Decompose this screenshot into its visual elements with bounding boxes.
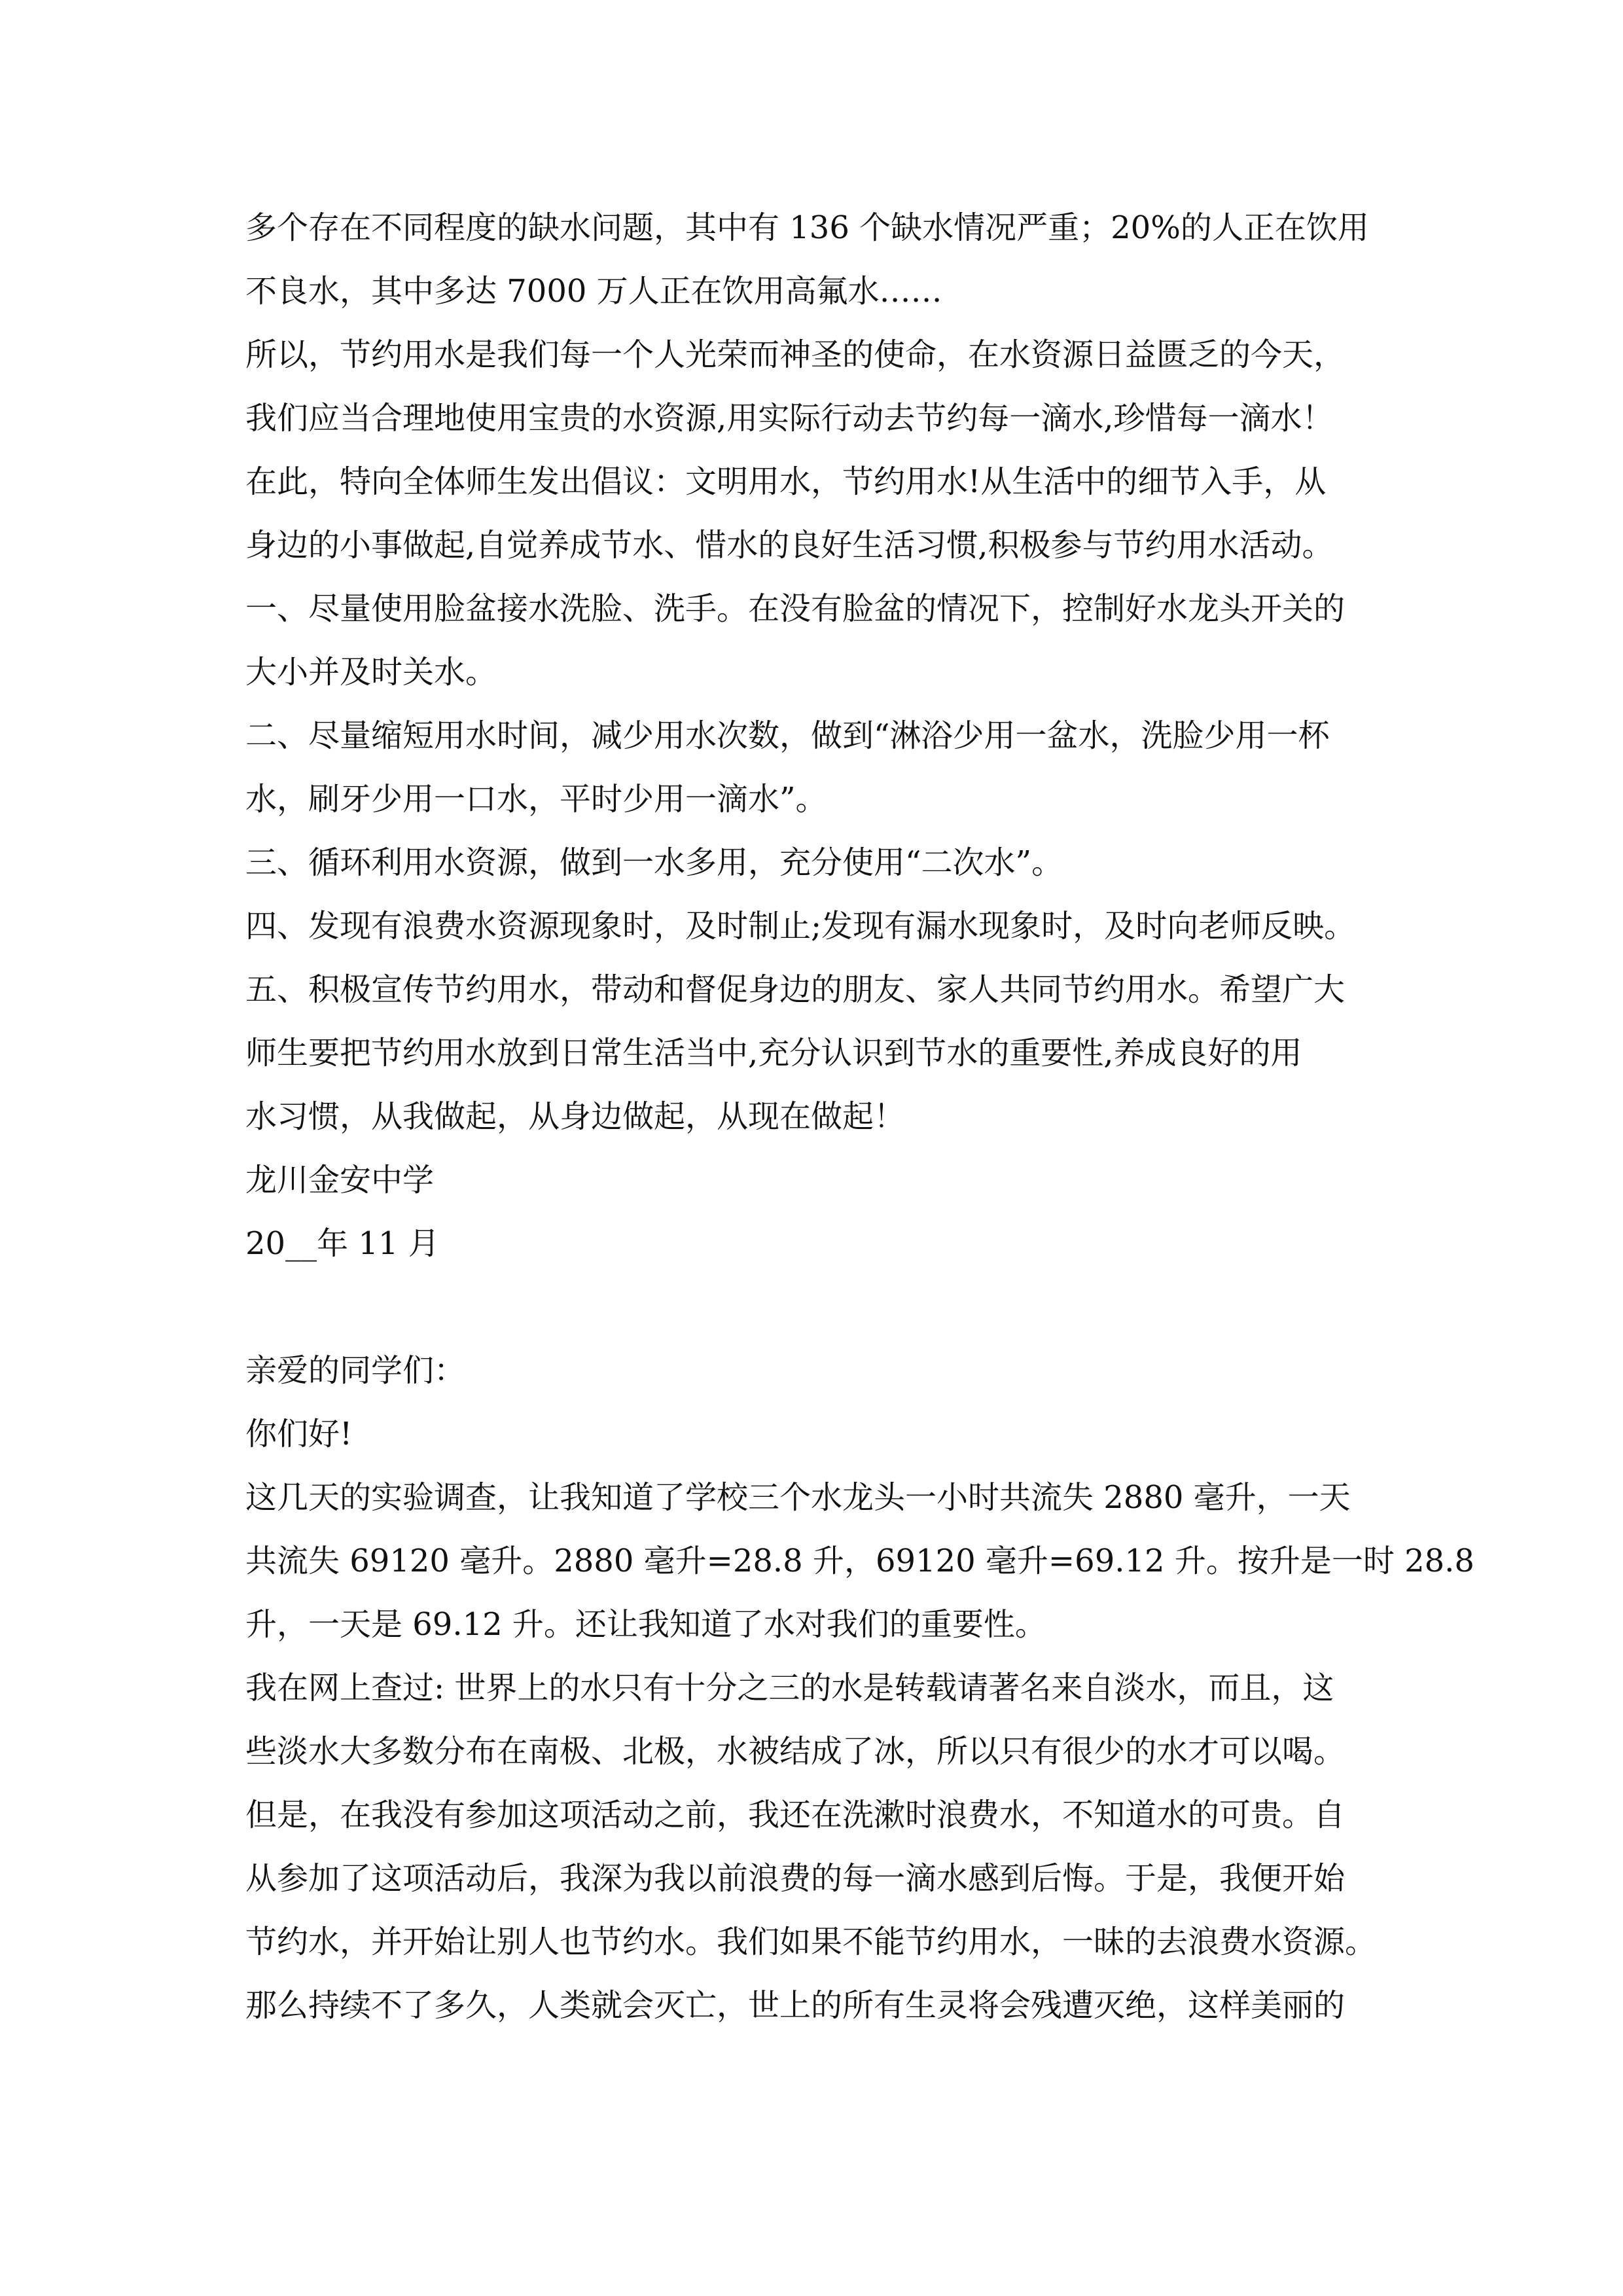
paragraph-line: 所以，节约用水是我们每一个人光荣而神圣的使命，在水资源日益匮乏的今天， <box>245 336 1346 373</box>
paragraph-line: 五、积极宣传节约用水，带动和督促身边的朋友、家人共同节约用水。希望广大 <box>245 971 1346 1008</box>
paragraph-line: 我们应当合理地使用宝贵的水资源,用实际行动去节约每一滴水,珍惜每一滴水！ <box>245 400 1334 437</box>
paragraph-line: 从参加了这项活动后，我深为我以前浪费的每一滴水感到后悔。于是，我便开始 <box>245 1860 1346 1897</box>
paragraph-line: 些淡水大多数分布在南极、北极，水被结成了冰，所以只有很少的水才可以喝。 <box>245 1733 1346 1770</box>
section-spacer <box>245 1276 1417 1339</box>
salutation: 你们好! <box>245 1416 353 1452</box>
paragraph-line: 四、发现有浪费水资源现象时，及时制止;发现有漏水现象时，及时向老师反映。 <box>245 908 1356 944</box>
greeting: 亲爱的同学们： <box>245 1352 466 1389</box>
paragraph-line: 不良水，其中多达 7000 万人正在饮用高氟水…… <box>245 273 942 310</box>
paragraph-line: 这几天的实验调查，让我知道了学校三个水龙头一小时共流失 2880 毫升，一天 <box>245 1479 1351 1516</box>
paragraph-line: 一、尽量使用脸盆接水洗脸、洗手。在没有脸盆的情况下，控制好水龙头开关的 <box>245 590 1346 627</box>
paragraph-line: 水，刷牙少用一口水，平时少用一滴水”。 <box>245 781 827 817</box>
signature: 龙川金安中学 <box>245 1162 435 1198</box>
paragraph-line: 师生要把节约用水放到日常生活当中,充分认识到节水的重要性,养成良好的用 <box>245 1035 1302 1071</box>
paragraph-line: 那么持续不了多久，人类就会灭亡，世上的所有生灵将会残遭灭绝，这样美丽的 <box>245 1987 1346 2024</box>
paragraph-line: 升，一天是 69.12 升。还让我知道了水对我们的重要性。 <box>245 1606 1046 1643</box>
date: 20__年 11 月 <box>245 1225 440 1262</box>
paragraph-line: 但是，在我没有参加这项活动之前，我还在洗漱时浪费水，不知道水的可贵。自 <box>245 1797 1346 1833</box>
paragraph-line: 三、循环利用水资源，做到一水多用，充分使用“二次水”。 <box>245 844 1063 881</box>
paragraph-line: 大小并及时关水。 <box>245 654 497 691</box>
paragraph-line: 身边的小事做起,自觉养成节水、惜水的良好生活习惯,积极参与节约用水活动。 <box>245 527 1334 564</box>
paragraph-line: 共流失 69120 毫升。2880 毫升=28.8 升，69120 毫升=69.12 升。按升是一时 28.8 <box>245 1543 1474 1579</box>
text-column <box>245 196 1474 2037</box>
paragraph-line: 节约水，并开始让别人也节约水。我们如果不能节约用水，一昧的去浪费水资源。 <box>245 1924 1377 1960</box>
paragraph-line: 多个存在不同程度的缺水问题，其中有 136 个缺水情况严重；20%的人正在饮用 <box>245 209 1369 246</box>
paragraph-line: 在此，特向全体师生发出倡议：文明用水，节约用水!从生活中的细节入手，从 <box>245 463 1327 500</box>
paragraph-line: 二、尽量缩短用水时间，减少用水次数，做到“淋浴少用一盆水，洗脸少用一杯 <box>245 717 1330 754</box>
paragraph-line: 水习惯，从我做起，从身边做起，从现在做起！ <box>245 1098 906 1135</box>
paragraph-line: 我在网上查过: 世界上的水只有十分之三的水是转载请著名来自淡水，而且，这 <box>245 1670 1334 1706</box>
